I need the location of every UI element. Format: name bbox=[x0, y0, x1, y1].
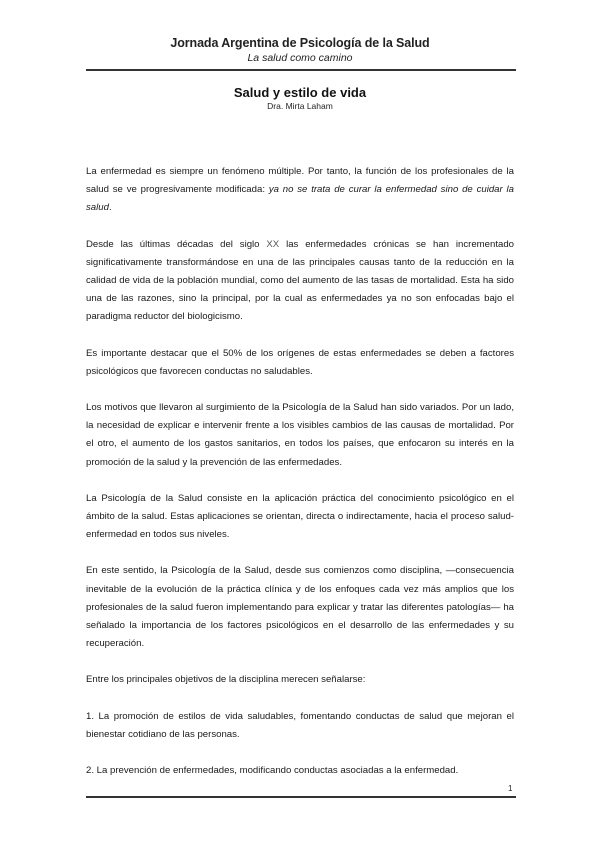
paragraph-1-end: . bbox=[108, 202, 112, 214]
paragraph-6: En este sentido, la Psicología de la Salud, desde sus comienzos como disciplina, —consecuencia inevitable de la evolución de la práctica clínica y de los enfoques cada vez más amplios que los profesionales de la salud fueron implementando para explicar y tratar las diferentes patologías— ha señalado la importancia de los factores psicológicos en el desarrollo de las enfermedades y su recuperación. bbox=[86, 565, 514, 650]
page-header bbox=[0, 36, 600, 64]
header-subtitle: La salud como camino bbox=[247, 52, 353, 64]
paragraph-1-emphasis: ya no se trata de curar la enfermedad sino de cuidar la salud bbox=[86, 184, 514, 214]
paragraph-4: Los motivos que llevaron al surgimiento de la Psicología de la Salud han sido variados. Por un lado, la necesidad de explicar e intervenir frente a los visibles cambios de las causas de mortalidad. Por el otro, el aumento de los gastos sanitarios, en todos los países, que enfocaron su interés en la promoción de la salud y la prevención de las enfermedades. bbox=[86, 402, 514, 468]
document-title: Salud y estilo de vida bbox=[233, 85, 367, 100]
footer-divider bbox=[86, 796, 516, 798]
paragraph-1-text: La enfermedad es siempre un fenómeno múltiple. Por tanto, la función de los profesionales de la salud se ve progresivamente modificada: bbox=[86, 166, 514, 196]
document-body bbox=[86, 163, 514, 798]
paragraph-3: Es importante destacar que el 50% de los orígenes de estas enfermedades se deben a factores psicológicos que favorecen conductas no saludables. bbox=[86, 347, 514, 377]
document-author: Dra. Mirta Laham bbox=[267, 101, 333, 111]
list-item-2: 2. La prevención de enfermedades, modificando conductas asociadas a la enfermedad. bbox=[86, 765, 459, 777]
list-item-1: 1. La promoción de estilos de vida saludables, fomentando conductas de salud que mejoran el bienestar cotidiano de las personas. bbox=[86, 710, 514, 740]
paragraph-2 bbox=[86, 236, 514, 327]
paragraph-1 bbox=[86, 163, 514, 218]
header-divider bbox=[86, 69, 516, 71]
page-number: 1 bbox=[508, 784, 513, 793]
header-title: Jornada Argentina de Psicología de la Salud bbox=[170, 36, 430, 50]
paragraph-2-rest: las enfermedades crónicas se han incrementado significativamente transformándose en una de las principales causas tanto de la reducción en la calidad de vida de la población mundial, como del aumento de las tasas de mortalidad. Esta ha sido una de las razones, sino la principal, por la cual as enfermedades ya no son enfocadas bajo el paradigma reductor del biologicismo. bbox=[86, 238, 514, 323]
paragraph-7: Entre los principales objetivos de la disciplina merecen señalarse: bbox=[86, 674, 366, 686]
paragraph-2-century: XX bbox=[266, 238, 280, 250]
paragraph-5: La Psicología de la Salud consiste en la aplicación práctica del conocimiento psicológico en el ámbito de la salud. Estas aplicaciones se orientan, directa o indirectamente, hacia el proceso salud-enfermedad en todos sus niveles. bbox=[86, 492, 514, 541]
paragraph-2-text: Desde las últimas décadas del siglo bbox=[86, 238, 267, 250]
